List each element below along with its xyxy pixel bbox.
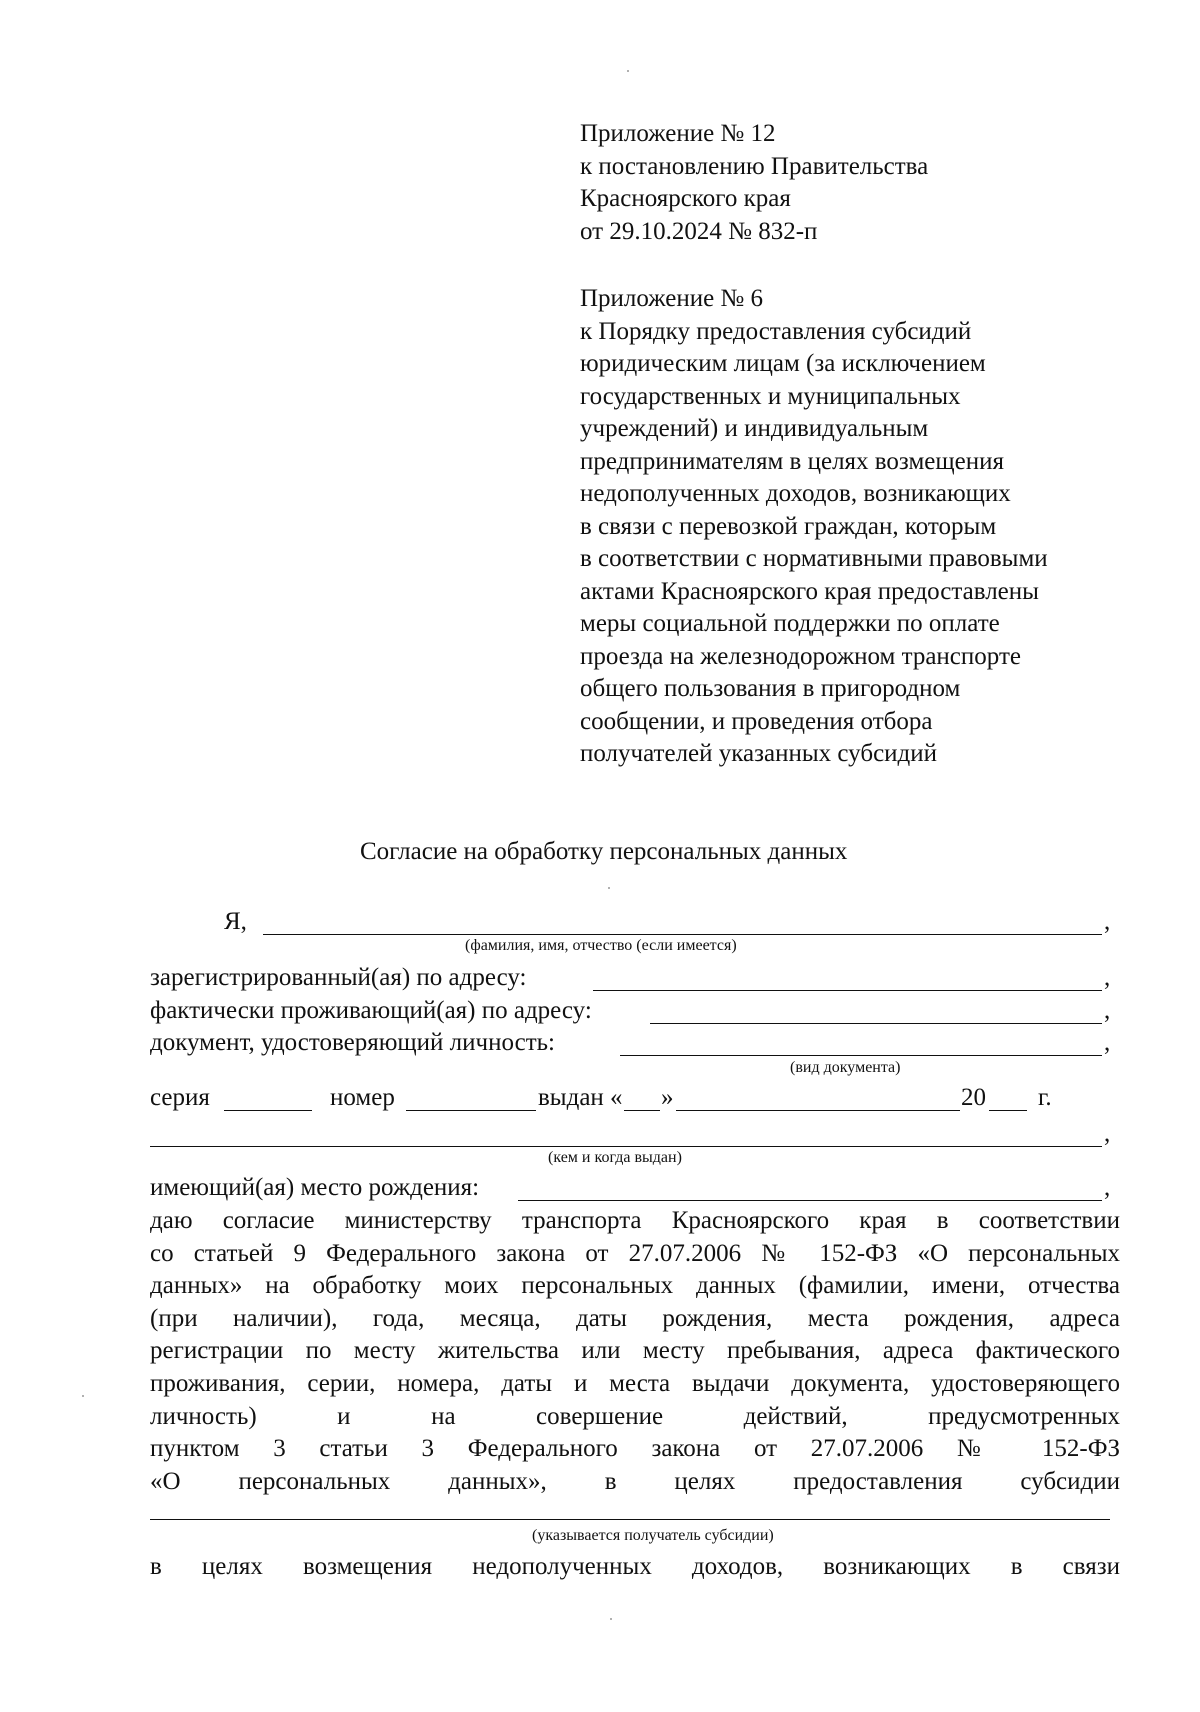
appendix-6-line: общего пользования в пригородном <box>580 675 961 702</box>
identity-document-row <box>150 1027 1110 1059</box>
appendix-6-line: получателей указанных субсидий <box>580 740 938 767</box>
appendix-12-line: Красноярского края <box>580 185 791 212</box>
recipient-caption: (указывается получатель субсидии) <box>532 1527 774 1544</box>
birthplace-row <box>150 1172 1110 1204</box>
scan-speck <box>610 1618 612 1620</box>
closing-line: в целях возмещения недополученных доходов, возникающих в связи <box>150 1553 1120 1580</box>
closing-paragraph <box>150 1551 1120 1584</box>
appendix-6-line: меры социальной поддержки по оплате <box>580 610 1000 637</box>
consent-line: данных» на обработку моих персональных данных (фамилии, имени, отчества <box>150 1272 1120 1300</box>
identity-document-field-line[interactable] <box>620 1055 1102 1056</box>
year-suffix: г. <box>1038 1084 1052 1111</box>
recipient-field-line[interactable] <box>150 1519 1110 1520</box>
actual-address-comma: , <box>1104 997 1111 1024</box>
issued-quote-close: » <box>661 1084 674 1111</box>
issued-day-field-line[interactable] <box>624 1110 660 1111</box>
fio-comma: , <box>1104 908 1111 935</box>
appendix-6-line: юридическим лицам (за исключением <box>580 350 986 377</box>
appendix-6-line: в соответствии с нормативными правовыми <box>580 545 1048 572</box>
appendix-6-line: недополученных доходов, возникающих <box>580 480 1011 507</box>
issued-label: выдан « <box>538 1084 623 1111</box>
document-type-caption: (вид документа) <box>790 1059 901 1076</box>
scan-speck <box>82 1395 84 1397</box>
fio-field-line[interactable] <box>263 934 1102 935</box>
year-prefix: 20 <box>961 1084 986 1111</box>
appendix-6-header <box>580 283 1048 771</box>
consent-line: со статьей 9 Федерального закона от 27.07.2006 № 152-ФЗ «О персональных <box>150 1239 1120 1267</box>
appendix-6-line: государственных и муниципальных <box>580 382 961 410</box>
scan-speck <box>627 70 629 72</box>
actual-address-label: фактически проживающий(ая) по адресу: <box>150 997 592 1024</box>
identity-document-label: документ, удостоверяющий личность: <box>150 1029 555 1056</box>
consent-line: личность) и на совершение действий, предусмотренных <box>150 1402 1120 1430</box>
registered-address-field-line[interactable] <box>593 990 1102 991</box>
appendix-6-line: актами Красноярского края предоставлены <box>580 577 1039 605</box>
document-title: Согласие на обработку персональных данных <box>360 838 848 865</box>
appendix-6-line: Приложение № 6 <box>580 285 764 312</box>
appendix-12-line: к постановлению Правительства <box>580 152 929 180</box>
appendix-6-line: к Порядку предоставления субсидий <box>580 317 972 345</box>
series-label: серия <box>150 1084 210 1111</box>
registered-address-row <box>150 962 1110 994</box>
number-field-line[interactable] <box>406 1110 536 1111</box>
scan-speck <box>608 887 610 889</box>
birthplace-field-line[interactable] <box>518 1200 1102 1201</box>
issued-by-comma: , <box>1104 1120 1111 1147</box>
issued-by-caption: (кем и когда выдан) <box>548 1149 682 1166</box>
birthplace-comma: , <box>1104 1174 1111 1201</box>
appendix-6-line: учреждений) и индивидуальным <box>580 415 929 442</box>
consent-paragraph <box>150 1205 1120 1498</box>
appendix-6-line: в связи с перевозкой граждан, которым <box>580 512 997 540</box>
consent-line: регистрации по месту жительства или месту пребывания, адреса фактического <box>150 1337 1120 1365</box>
appendix-12-line: Приложение № 12 <box>580 120 776 147</box>
series-field-line[interactable] <box>224 1110 312 1111</box>
actual-address-row <box>150 995 1110 1027</box>
identity-document-comma: , <box>1104 1029 1111 1056</box>
appendix-12-header <box>580 118 928 248</box>
fio-row <box>150 906 1110 938</box>
registered-address-comma: , <box>1104 964 1111 991</box>
fio-caption: (фамилия, имя, отчество (если имеется) <box>465 937 737 954</box>
fio-label: Я, <box>224 908 247 935</box>
consent-line: (при наличии), года, месяца, даты рождения, места рождения, адреса <box>150 1304 1120 1332</box>
issued-by-field-line[interactable] <box>150 1146 1102 1147</box>
consent-line: проживания, серии, номера, даты и места выдачи документа, удостоверяющего <box>150 1369 1120 1397</box>
registered-address-label: зарегистрированный(ая) по адресу: <box>150 964 527 991</box>
appendix-6-line: проезда на железнодорожном транспорте <box>580 642 1021 670</box>
consent-line: «О персональных данных», в целях предоставления субсидии <box>150 1467 1120 1495</box>
appendix-12-line: от 29.10.2024 № 832-п <box>580 217 818 245</box>
consent-line: пунктом 3 статьи 3 Федерального закона от 27.07.2006 № 152-ФЗ <box>150 1435 1120 1463</box>
series-number-row <box>150 1082 1110 1114</box>
appendix-6-line: сообщении, и проведения отбора <box>580 707 933 735</box>
issued-by-row <box>150 1118 1110 1150</box>
birthplace-label: имеющий(ая) место рождения: <box>150 1174 480 1201</box>
issued-month-field-line[interactable] <box>676 1110 960 1111</box>
actual-address-field-line[interactable] <box>650 1023 1102 1024</box>
issued-year-field-line[interactable] <box>989 1110 1027 1111</box>
consent-line: даю согласие министерству транспорта Красноярского края в соответствии <box>150 1207 1120 1234</box>
appendix-6-line: предпринимателям в целях возмещения <box>580 447 1004 475</box>
number-label: номер <box>330 1084 395 1111</box>
